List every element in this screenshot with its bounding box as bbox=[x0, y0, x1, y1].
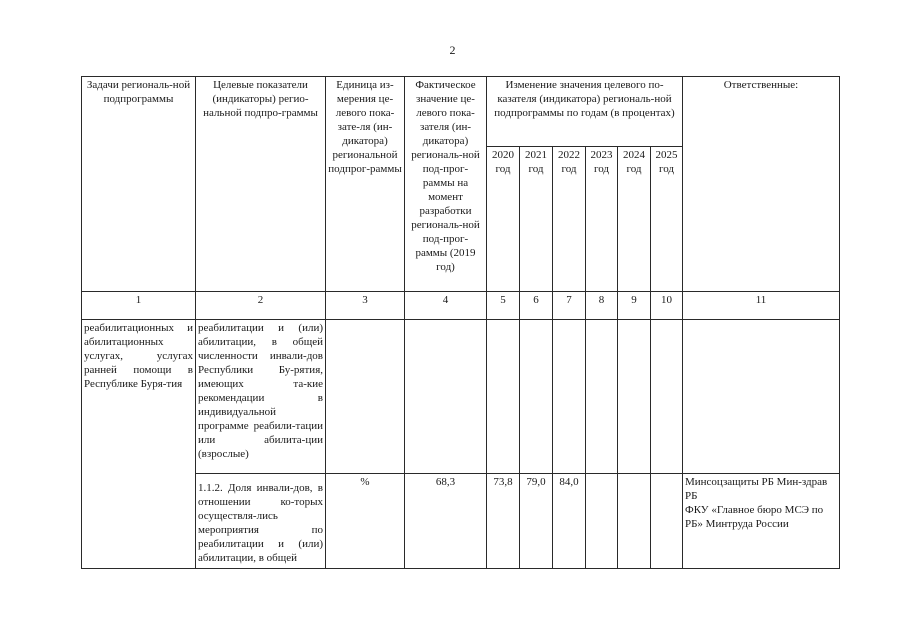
header-tasks: Задачи региональ-ной подпрограммы bbox=[82, 77, 196, 292]
task-cell: реабилитационных и абилитационных услугах, услугах ранней помощи в Республике Буря-тия bbox=[82, 320, 196, 569]
column-number: 10 bbox=[651, 292, 683, 320]
year-value-cell bbox=[487, 320, 520, 474]
header-responsible: Ответственные: bbox=[683, 77, 840, 292]
year-value-cell bbox=[586, 320, 618, 474]
column-number: 2 bbox=[196, 292, 326, 320]
header-year-2021: 2021 год bbox=[520, 147, 553, 292]
year-value-cell bbox=[520, 320, 553, 474]
column-number: 4 bbox=[405, 292, 487, 320]
header-actual-value: Фактическое значение це-левого пока-зателя (ин-дикатора) региональ-ной под-прог-раммы на момент разработки региональ-ной под-прог-раммы (2019 год) bbox=[405, 77, 487, 292]
year-value-cell bbox=[618, 474, 651, 569]
column-number: 6 bbox=[520, 292, 553, 320]
header-year-2022: 2022 год bbox=[553, 147, 586, 292]
column-number: 3 bbox=[326, 292, 405, 320]
column-number: 8 bbox=[586, 292, 618, 320]
header-row-1 bbox=[82, 77, 840, 147]
page-number: 2 bbox=[449, 43, 456, 57]
responsible-cell: Минсоцзащиты РБ Мин-здрав РБ ФКУ «Главное бюро МСЭ по РБ» Минтруда России bbox=[683, 474, 840, 569]
year-value-cell bbox=[553, 320, 586, 474]
indicators-table bbox=[81, 76, 840, 569]
unit-cell: % bbox=[326, 474, 405, 569]
indicator-cell: реабилитации и (или) абилитации, в общей численности инвали-дов Республики Бу-рятия, имеющих та-кие рекомендации в индивидуальной программе реабили-тации или абилита-ции (взрослые) bbox=[196, 320, 326, 474]
year-value-cell: 79,0 bbox=[520, 474, 553, 569]
header-year-2025: 2025 год bbox=[651, 147, 683, 292]
indicator-cell: 1.1.2. Доля инвали-дов, в отношении ко-торых осуществля-лись мероприятия по реабилитации и (или) абилитации, в общей bbox=[196, 474, 326, 569]
header-year-2023: 2023 год bbox=[586, 147, 618, 292]
responsible-cell bbox=[683, 320, 840, 474]
actual-value-cell bbox=[405, 320, 487, 474]
year-value-cell bbox=[618, 320, 651, 474]
table-row bbox=[82, 474, 840, 569]
year-value-cell bbox=[651, 320, 683, 474]
column-number: 1 bbox=[82, 292, 196, 320]
header-year-2024: 2024 год bbox=[618, 147, 651, 292]
column-number: 5 bbox=[487, 292, 520, 320]
column-number: 9 bbox=[618, 292, 651, 320]
unit-cell bbox=[326, 320, 405, 474]
column-number: 11 bbox=[683, 292, 840, 320]
column-number: 7 bbox=[553, 292, 586, 320]
table-row bbox=[82, 320, 840, 474]
year-value-cell: 84,0 bbox=[553, 474, 586, 569]
actual-value-cell: 68,3 bbox=[405, 474, 487, 569]
year-value-cell bbox=[586, 474, 618, 569]
year-value-cell: 73,8 bbox=[487, 474, 520, 569]
year-value-cell bbox=[651, 474, 683, 569]
header-indicators: Целевые показатели (индикаторы) регио-нальной подпро-граммы bbox=[196, 77, 326, 292]
header-unit: Единица из-мерения це-левого пока-зате-ля (ин-дикатора) региональной подпрог-раммы bbox=[326, 77, 405, 292]
column-number-row bbox=[82, 292, 840, 320]
header-year-2020: 2020 год bbox=[487, 147, 520, 292]
header-change-by-years: Изменение значения целевого по-казателя (индикатора) региональ-ной подпрограммы по годам (в процентах) bbox=[487, 77, 683, 147]
